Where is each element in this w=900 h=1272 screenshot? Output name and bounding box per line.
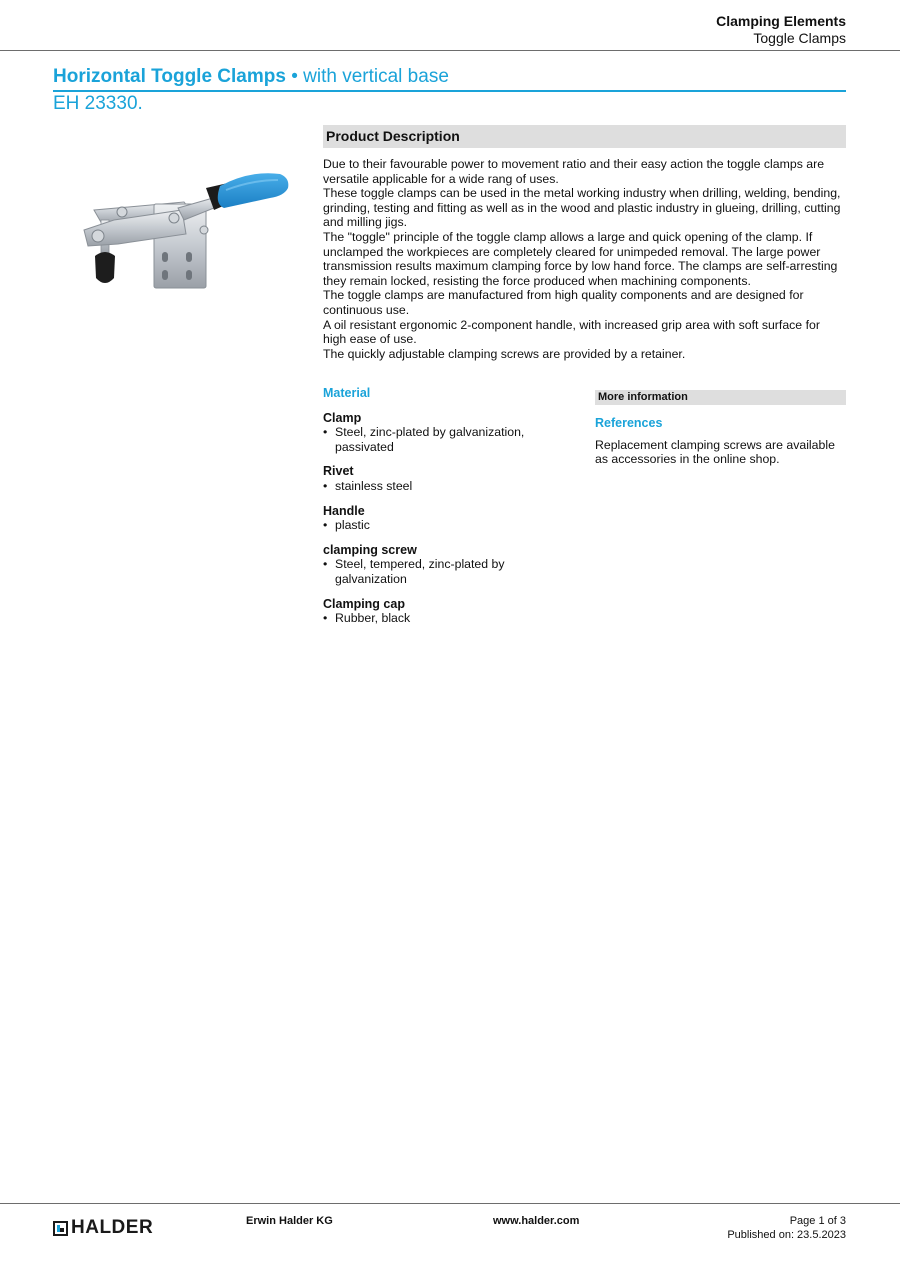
- toggle-clamp-product-photo: [74, 168, 294, 298]
- description-paragraph: The toggle clamps are manufactured from high quality components and are designed for continuous use.: [323, 288, 804, 317]
- bullet: •: [323, 478, 328, 493]
- material-title: Material: [323, 386, 371, 400]
- material-group-clamping-cap: [323, 597, 563, 626]
- material-group-clamping-screw: [323, 543, 563, 587]
- product-code: EH 23330.: [53, 93, 143, 114]
- page-header: [0, 0, 900, 51]
- material-name: Rivet: [323, 464, 354, 479]
- header-subcategory: Toggle Clamps: [753, 30, 846, 46]
- bullet: •: [323, 611, 328, 626]
- bullet: •: [323, 518, 328, 533]
- description-paragraph: The quickly adjustable clamping screws are provided by a retainer.: [323, 346, 686, 361]
- halder-logo-text: HALDER: [71, 1217, 154, 1238]
- description-paragraph: These toggle clamps can be used in the metal working industry when drilling, welding, bending, grinding, testing and fitting as well as in the wood and plastic industry in glueing, drilling, cutting and milling jigs.: [323, 186, 841, 230]
- material-name: clamping screw: [323, 542, 417, 557]
- material-item: [323, 557, 563, 586]
- halder-logo-mark-icon: [53, 1221, 68, 1236]
- bullet: •: [323, 557, 328, 572]
- product-title: [53, 66, 846, 92]
- product-title-main: Horizontal Toggle Clamps: [53, 66, 286, 87]
- product-description-text: [323, 157, 846, 361]
- description-paragraph: The "toggle" principle of the toggle clamp allows a large and quick opening of the clamp. If unclamped the workpieces are completely cleared for unimpeded removal. The large power transmission results maximum clamping force by low hand force. The clamps are self-arresting they remain locked, resisting the force produced when machining components.: [323, 229, 838, 288]
- material-name: Clamp: [323, 410, 362, 425]
- references-title: References: [595, 416, 663, 430]
- material-item-text: plastic: [335, 518, 370, 533]
- references-text: Replacement clamping screws are available as accessories in the online shop.: [595, 437, 835, 467]
- description-paragraph: Due to their favourable power to movement ratio and their easy action the toggle clamps are versatile applicable for a wide rang of uses.: [323, 157, 825, 186]
- material-group-handle: [323, 504, 563, 533]
- material-item: [323, 425, 563, 454]
- page-footer: [0, 1203, 900, 1272]
- material-group-clamp: [323, 411, 563, 455]
- material-name: Handle: [323, 503, 365, 518]
- product-title-block: [53, 66, 846, 115]
- more-information-section: [595, 390, 846, 467]
- halder-logo: [53, 1219, 153, 1237]
- footer-website-link[interactable]: www.halder.com: [493, 1215, 580, 1227]
- bullet: •: [323, 425, 328, 440]
- header-category-block: [716, 13, 846, 47]
- footer-company: Erwin Halder KG: [246, 1215, 333, 1227]
- material-item-text: Rubber, black: [335, 611, 411, 626]
- description-paragraph: A oil resistant ergonomic 2-component handle, with increased grip area with soft surface for high ease of use.: [323, 317, 820, 347]
- material-item-text: Steel, tempered, zinc-plated by galvanization: [335, 557, 505, 586]
- header-category: Clamping Elements: [716, 13, 846, 29]
- material-name: Clamping cap: [323, 596, 405, 611]
- material-item: [323, 518, 563, 533]
- material-item: [323, 479, 563, 494]
- footer-page-info: [727, 1214, 846, 1242]
- material-section: [323, 386, 563, 636]
- material-group-rivet: [323, 464, 563, 493]
- product-title-sub: with vertical base: [303, 66, 449, 87]
- material-item-text: stainless steel: [335, 478, 413, 493]
- footer-page-number: Page 1 of 3: [789, 1215, 846, 1227]
- material-item-text: Steel, zinc-plated by galvanization, passivated: [335, 425, 525, 454]
- material-item: [323, 611, 563, 626]
- product-description-heading: Product Description: [323, 125, 846, 148]
- more-information-heading: More information: [595, 390, 846, 405]
- footer-published-date: Published on: 23.5.2023: [727, 1229, 846, 1241]
- title-separator: •: [285, 66, 304, 87]
